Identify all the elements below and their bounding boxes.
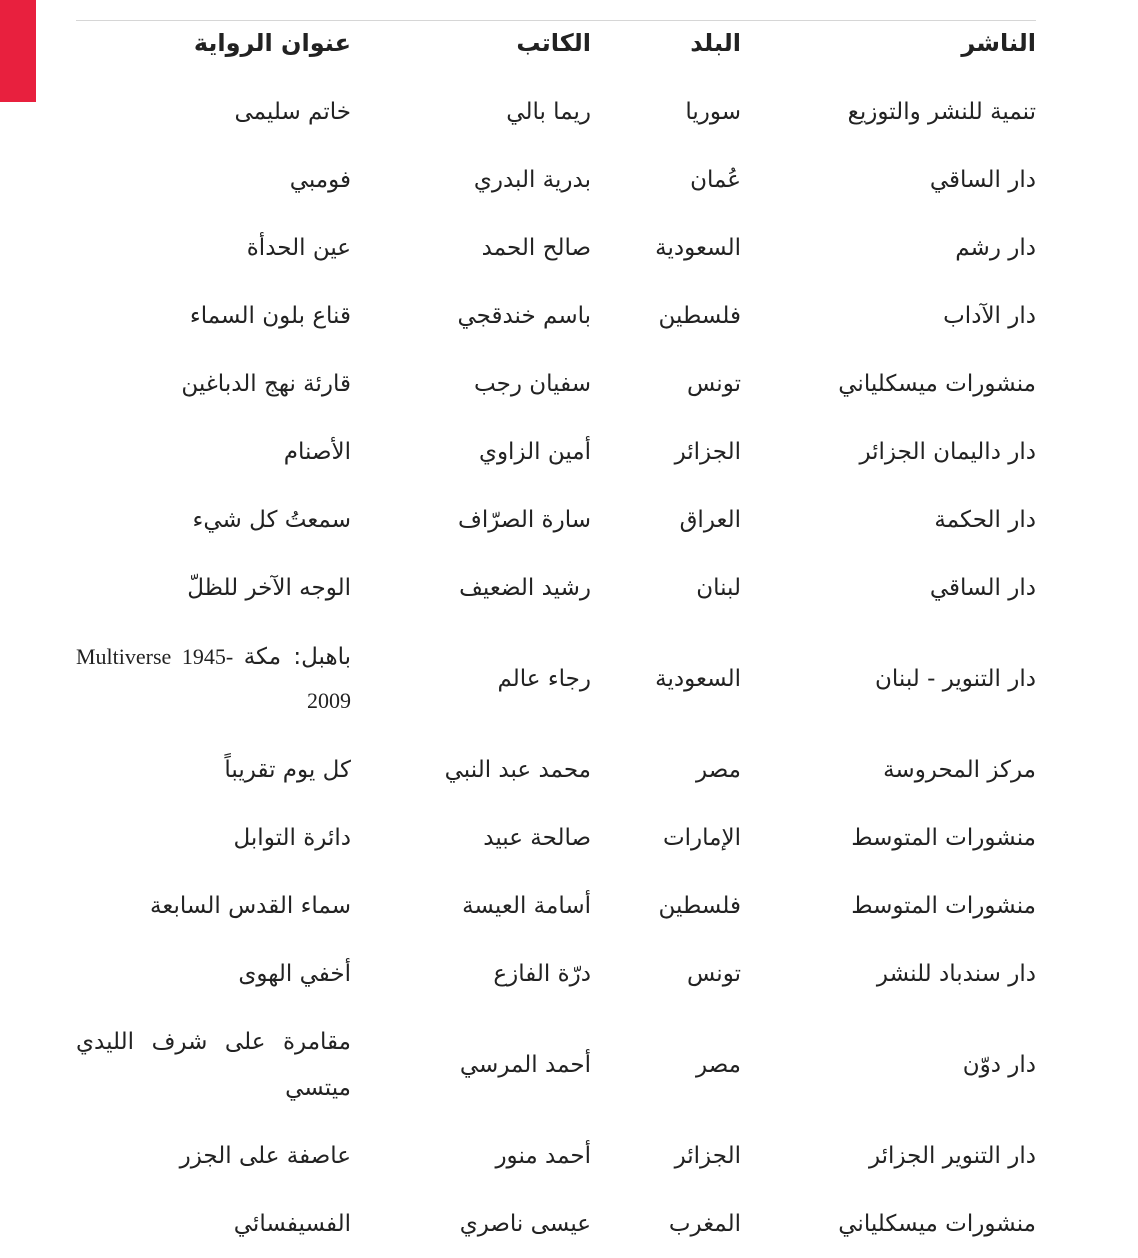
publisher-cell: منشورات المتوسط <box>851 893 1036 919</box>
publisher-cell: دار الساقي <box>929 575 1036 601</box>
title-cell: قناع بلون السماء <box>189 303 351 329</box>
table-row <box>76 1190 1036 1258</box>
publisher-cell: مركز المحروسة <box>883 757 1036 783</box>
country-cell: الجزائر <box>674 439 741 465</box>
table-row <box>76 1122 1036 1190</box>
title-cell: فومبي <box>289 167 351 193</box>
author-cell: باسم خندقجي <box>457 303 591 329</box>
publisher-cell: دار داليمان الجزائر <box>859 439 1036 465</box>
table-row <box>76 282 1036 350</box>
country-cell: السعودية <box>655 235 741 261</box>
publisher-cell: دار التنوير - لبنان <box>874 666 1036 692</box>
title-cell: خاتم سليمى <box>234 99 351 125</box>
title-cell: قارئة نهج الدباغين <box>181 371 351 397</box>
publisher-cell: دار رشم <box>955 235 1036 261</box>
table-row <box>76 622 1036 736</box>
title-cell: الفسيفسائي <box>233 1211 351 1237</box>
header-country: البلد <box>690 29 741 57</box>
author-cell: أحمد المرسي <box>459 1052 591 1078</box>
author-cell: أحمد منور <box>495 1143 591 1169</box>
author-cell: سارة الصرّاف <box>457 507 591 533</box>
author-cell: محمد عبد النبي <box>444 757 591 783</box>
title-cell: عاصفة على الجزر <box>179 1143 351 1169</box>
publisher-cell: منشورات ميسكلياني <box>838 371 1036 397</box>
title-latin-part: Multiverse <box>76 644 172 669</box>
country-cell: فلسطين <box>658 303 741 329</box>
country-cell: مصر <box>696 757 741 783</box>
author-cell: صالح الحمد <box>481 235 591 261</box>
table-row <box>76 146 1036 214</box>
country-cell: سوريا <box>685 99 741 125</box>
author-cell: ريما بالي <box>506 99 591 125</box>
author-cell: بدرية البدري <box>473 167 591 193</box>
publisher-cell: تنمية للنشر والتوزيع <box>847 99 1036 125</box>
title-cell: دائرة التوابل <box>233 825 351 851</box>
country-cell: فلسطين <box>658 893 741 919</box>
country-cell: تونس <box>686 961 741 987</box>
table-row <box>76 214 1036 282</box>
country-cell: لبنان <box>696 575 741 601</box>
title-arabic-part: باهبل: مكة <box>243 644 352 670</box>
table-row <box>76 1008 1036 1122</box>
table-row <box>76 940 1036 1008</box>
header-publisher: الناشر <box>961 29 1036 57</box>
publisher-cell: دار دوّن <box>962 1052 1036 1078</box>
table-row <box>76 418 1036 486</box>
table-row <box>76 554 1036 622</box>
title-cell: أخفي الهوى <box>238 961 351 987</box>
accent-bar <box>0 0 36 102</box>
country-cell: السعودية <box>655 666 741 692</box>
table-row <box>76 486 1036 554</box>
table-row <box>76 350 1036 418</box>
title-cell: الأصنام <box>283 439 351 465</box>
publisher-cell: منشورات ميسكلياني <box>838 1211 1036 1237</box>
country-cell: الإمارات <box>663 825 741 851</box>
title-cell: كل يوم تقريباً <box>224 757 351 783</box>
publisher-cell: منشورات المتوسط <box>851 825 1036 851</box>
publisher-cell: دار الحكمة <box>934 507 1036 533</box>
title-cell: الوجه الآخر للظلّ <box>187 575 351 601</box>
country-cell: العراق <box>679 507 741 533</box>
title-cell: سماء القدس السابعة <box>150 893 351 919</box>
title-cell: سمعتُ كل شيء <box>192 507 351 533</box>
publisher-cell: دار الآداب <box>943 303 1036 329</box>
author-cell: رجاء عالم <box>497 666 591 692</box>
table-row <box>76 736 1036 804</box>
author-cell: سفيان رجب <box>474 371 591 397</box>
title-cell: مقامرة على شرف الليدي ميتسي <box>76 1029 351 1101</box>
header-author: الكاتب <box>516 29 591 57</box>
publisher-cell: دار سندباد للنشر <box>876 961 1036 987</box>
country-cell: عُمان <box>690 167 741 193</box>
author-cell: أمين الزاوي <box>478 439 591 465</box>
author-cell: عيسى ناصري <box>459 1211 591 1237</box>
table-header-row <box>76 8 1036 78</box>
table-row <box>76 804 1036 872</box>
author-cell: رشيد الضعيف <box>459 575 591 601</box>
publisher-cell: دار الساقي <box>929 167 1036 193</box>
author-cell: درّة الفازع <box>493 961 591 987</box>
novels-table <box>76 8 1036 1258</box>
title-years-part: 1945-2009 <box>181 644 351 713</box>
table-row <box>76 872 1036 940</box>
country-cell: الجزائر <box>674 1143 741 1169</box>
title-cell: عين الحدأة <box>246 235 351 261</box>
author-cell: صالحة عبيد <box>483 825 591 851</box>
author-cell: أسامة العيسة <box>462 893 591 919</box>
table-row <box>76 78 1036 146</box>
publisher-cell: دار التنوير الجزائر <box>868 1143 1036 1169</box>
country-cell: مصر <box>696 1052 741 1078</box>
title-cell <box>76 635 351 723</box>
country-cell: تونس <box>686 371 741 397</box>
header-title: عنوان الرواية <box>193 29 351 57</box>
country-cell: المغرب <box>668 1211 741 1237</box>
